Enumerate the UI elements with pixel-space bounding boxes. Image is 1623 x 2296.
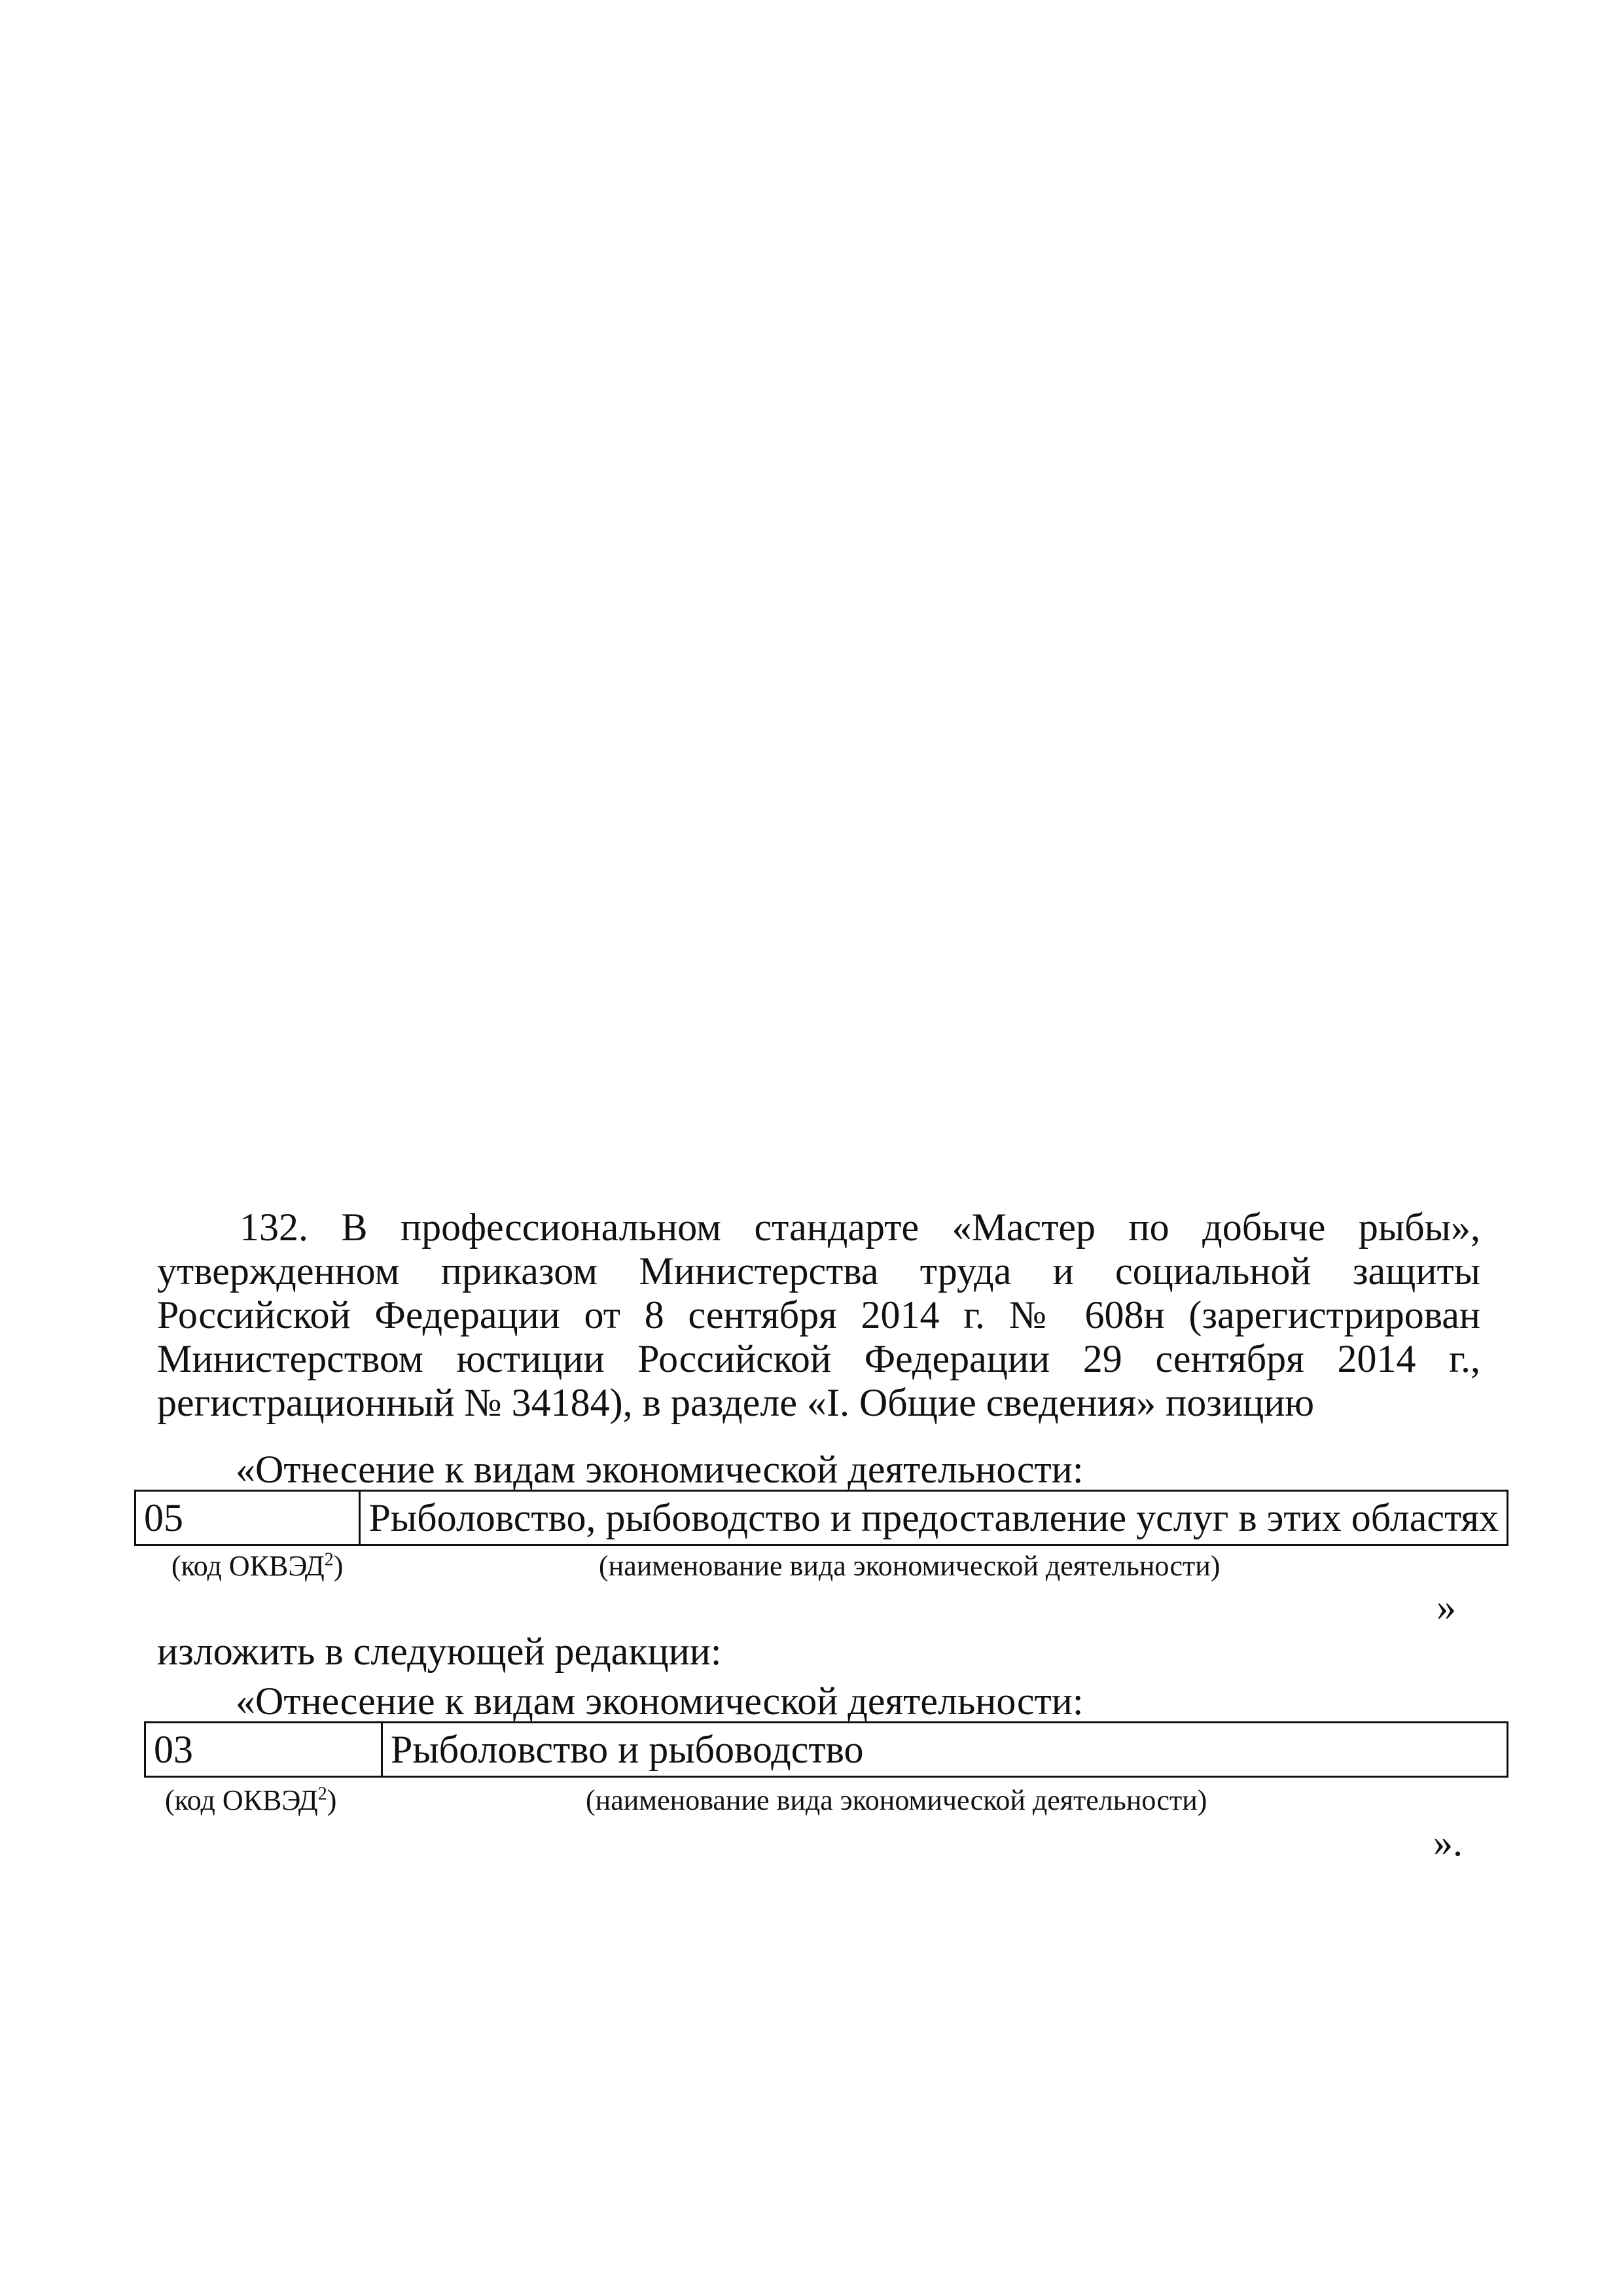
new-code-caption: (код ОКВЭД$^2$) bbox=[165, 1784, 337, 1816]
old-code-caption: (код ОКВЭД$^2$) bbox=[171, 1549, 344, 1582]
table-row bbox=[135, 1491, 1508, 1545]
new-okved-code: 03 bbox=[145, 1723, 382, 1777]
old-okved-name: Рыболовство, рыбоводство и предоставление услуг в этих областях bbox=[360, 1491, 1508, 1545]
new-okved-name: Рыболовство и рыбоводство bbox=[382, 1723, 1508, 1777]
new-close-quote: ». bbox=[1433, 1821, 1463, 1864]
section-132-text: 132. В профессиональном стандарте «Мастер по добыче рыбы», утвержденном приказом Министерства труда и социальной защиты Российской Федерации от 8 сентября 2014 г. № 608н (зарегистрирован Министерством юстиции Российской Федерации 29 сентября 2014 г., регистрационный № 34184), в разделе «I. Общие сведения» позицию bbox=[157, 1206, 1480, 1424]
new-position-heading: «Отнесение к видам экономической деятельности: bbox=[236, 1679, 1084, 1723]
old-close-quote: » bbox=[1436, 1585, 1456, 1628]
section-132-paragraph bbox=[157, 1206, 1480, 1425]
old-name-caption: (наименование вида экономической деятельности) bbox=[599, 1550, 1221, 1582]
transition-text: изложить в следующей редакции: bbox=[157, 1630, 722, 1673]
old-okved-code: 05 bbox=[135, 1491, 360, 1545]
old-position-heading: «Отнесение к видам экономической деятельности: bbox=[236, 1448, 1084, 1491]
new-name-caption: (наименование вида экономической деятельности) bbox=[586, 1784, 1207, 1816]
table-row bbox=[145, 1723, 1508, 1777]
old-okved-table bbox=[134, 1490, 1508, 1546]
new-okved-table bbox=[144, 1721, 1508, 1778]
